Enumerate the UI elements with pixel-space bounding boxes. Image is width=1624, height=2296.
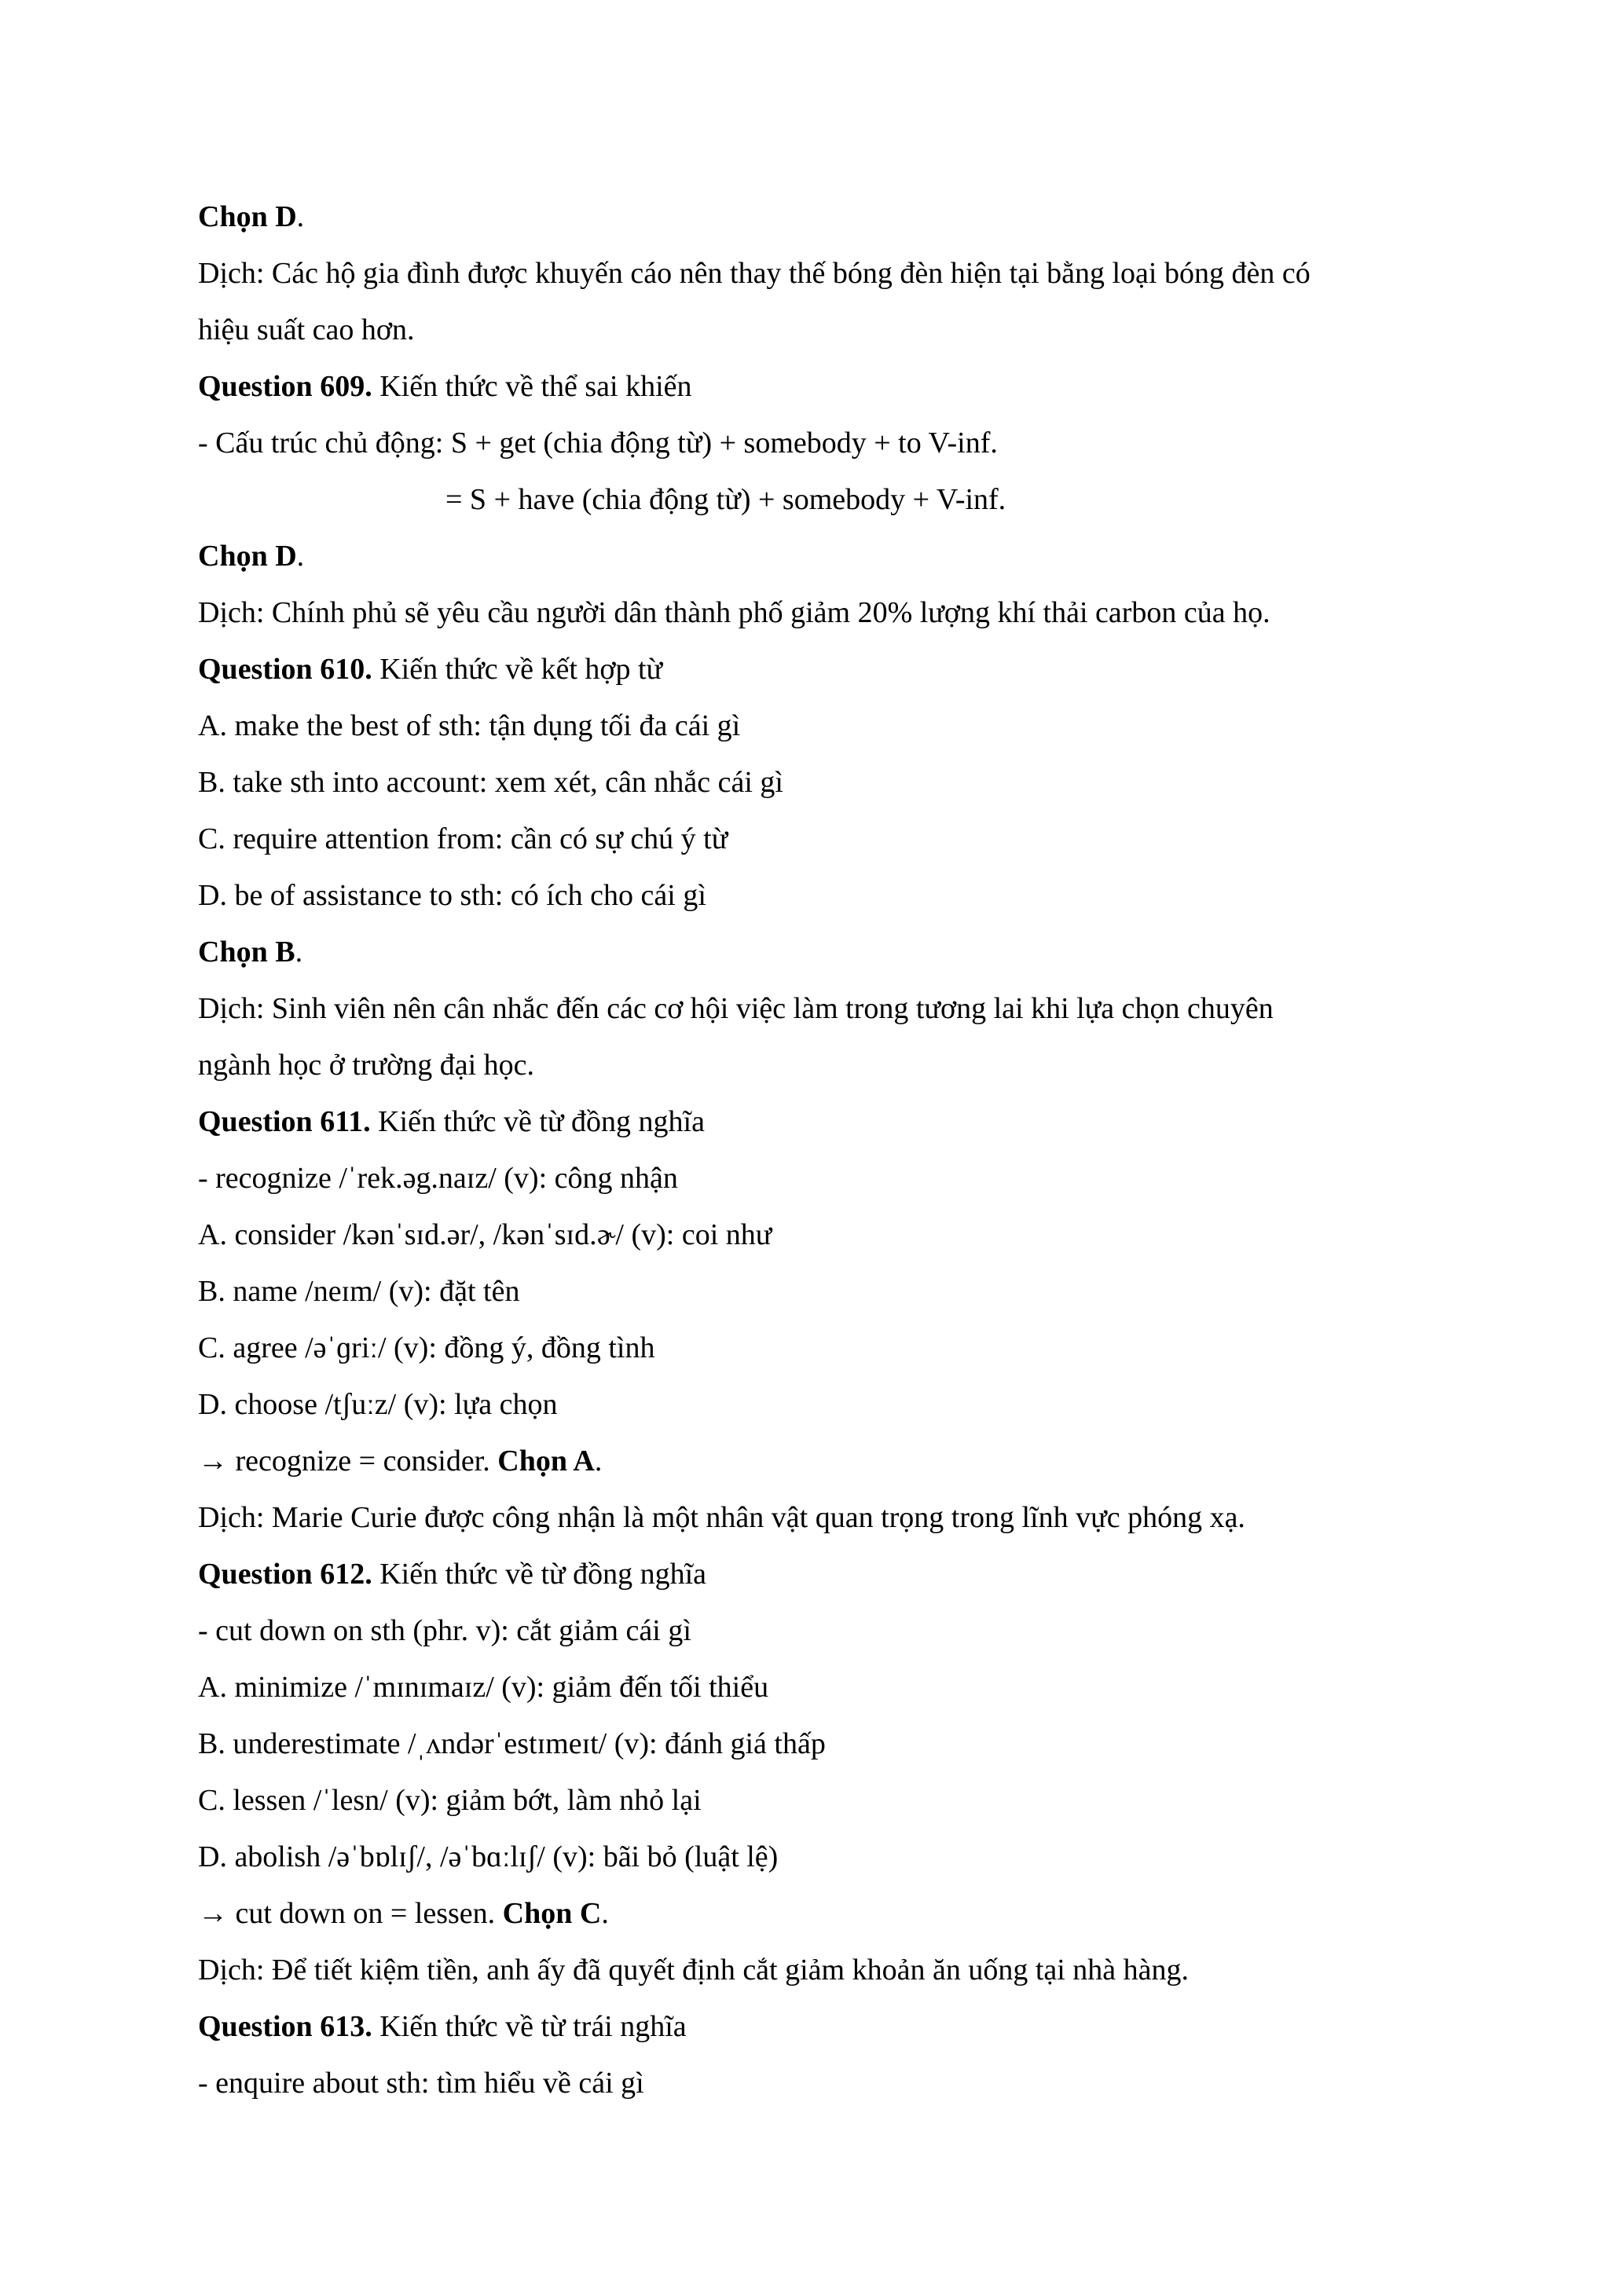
answer-line [198,933,1455,971]
question-topic: Kiến thức về thể sai khiến [372,370,692,403]
option-text: B. name /neɪm/ (v): đặt tên [198,1275,520,1308]
keyword-text: - recognize /ˈrek.əg.naɪz/ (v): công nhận [198,1162,678,1195]
keyword-line [198,1612,1455,1650]
translation-line [198,255,1455,292]
option-text: A. make the best of sth: tận dụng tối đa cái gì [198,709,741,742]
answer-label: Chọn C [502,1897,602,1930]
option-a [198,1216,1455,1254]
option-text: D. choose /tʃuːz/ (v): lựa chọn [198,1388,558,1421]
answer-label: Chọn B [198,936,295,969]
translation-text: Dịch: Các hộ gia đình được khuyến cáo nên thay thế bóng đèn hiện tại bằng loại bóng đèn có [198,257,1311,290]
translation-line [198,594,1455,632]
answer-punct: . [295,936,303,969]
option-d [198,877,1455,914]
translation-line [198,990,1455,1027]
structure-text: - Cấu trúc chủ động: S + get (chia động từ) + somebody + to V-inf. [198,427,998,460]
question-number: Question 610. [198,653,372,686]
structure-text: = S + have (chia động từ) + somebody + V-inf. [445,483,1006,516]
question-topic: Kiến thức về từ đồng nghĩa [370,1105,705,1138]
translation-text: Dịch: Để tiết kiệm tiền, anh ấy đã quyết định cắt giảm khoản ăn uống tại nhà hàng. [198,1954,1190,1987]
translation-text: Dịch: Chính phủ sẽ yêu cầu người dân thành phố giảm 20% lượng khí thải carbon của họ. [198,596,1270,629]
option-b [198,1725,1455,1763]
translation-text: hiệu suất cao hơn. [198,313,415,346]
option-text: C. lessen /ˈlesn/ (v): giảm bớt, làm nhỏ lại [198,1784,702,1817]
translation-text: Dịch: Sinh viên nên cân nhắc đến các cơ hội việc làm trong tương lai khi lựa chọn chuyên [198,992,1274,1025]
structure-line [198,424,1455,462]
option-b [198,764,1455,801]
question-topic: Kiến thức về từ trái nghĩa [372,2010,687,2043]
keyword-text: - cut down on sth (phr. v): cắt giảm cái gì [198,1614,691,1647]
structure-line-equivalent [445,481,1624,518]
answer-punct: . [296,200,305,233]
question-heading-610 [198,650,1455,688]
question-heading-609 [198,368,1455,405]
option-text: C. agree /əˈɡriː/ (v): đồng ý, đồng tình [198,1331,655,1364]
conclusion-text: → cut down on = lessen. [198,1897,503,1930]
question-number: Question 609. [198,370,372,403]
option-text: D. abolish /əˈbɒlɪʃ/, /əˈbɑːlɪʃ/ (v): bãi bỏ (luật lệ) [198,1840,779,1873]
option-d [198,1386,1455,1423]
translation-text: Dịch: Marie Curie được công nhận là một nhân vật quan trọng trong lĩnh vực phóng xạ. [198,1501,1245,1534]
keyword-line [198,2064,1455,2102]
answer-line [198,537,1455,575]
keyword-line [198,1159,1455,1197]
keyword-text: - enquire about sth: tìm hiểu về cái gì [198,2067,644,2100]
translation-line-cont [198,1046,1455,1084]
question-topic: Kiến thức về kết hợp từ [372,653,663,686]
question-heading-612 [198,1555,1455,1593]
answer-line [198,198,1455,236]
question-heading-611 [198,1103,1455,1141]
option-d [198,1838,1455,1876]
option-text: A. consider /kənˈsɪd.ər/, /kənˈsɪd.ɚ/ (v): coi như [198,1218,772,1251]
option-text: C. require attention from: cần có sự chú ý từ [198,822,728,855]
option-text: B. underestimate /ˌʌndərˈestɪmeɪt/ (v): đánh giá thấp [198,1727,826,1760]
question-number: Question 612. [198,1558,372,1591]
conclusion-line [198,1442,1455,1480]
answer-punct: . [296,540,305,573]
translation-line [198,1499,1455,1536]
answer-punct: . [594,1445,603,1478]
translation-line-cont [198,311,1455,349]
answer-label: Chọn A [497,1445,595,1478]
option-c [198,1329,1455,1367]
option-a [198,707,1455,745]
translation-text: ngành học ở trường đại học. [198,1049,535,1082]
conclusion-line [198,1895,1455,1932]
option-c [198,1782,1455,1819]
option-text: B. take sth into account: xem xét, cân nhắc cái gì [198,766,783,799]
conclusion-text: → recognize = consider. [198,1445,498,1478]
option-c [198,820,1455,858]
option-b [198,1273,1455,1310]
option-text: D. be of assistance to sth: có ích cho cái gì [198,879,706,912]
answer-label: Chọn D [198,540,297,573]
question-heading-613 [198,2008,1455,2045]
answer-label: Chọn D [198,200,297,233]
question-number: Question 611. [198,1105,371,1138]
option-text: A. minimize /ˈmɪnɪmaɪz/ (v): giảm đến tối thiểu [198,1671,769,1704]
option-a [198,1668,1455,1706]
answer-punct: . [601,1897,609,1930]
translation-line [198,1951,1455,1989]
question-number: Question 613. [198,2010,372,2043]
question-topic: Kiến thức về từ đồng nghĩa [372,1558,707,1591]
